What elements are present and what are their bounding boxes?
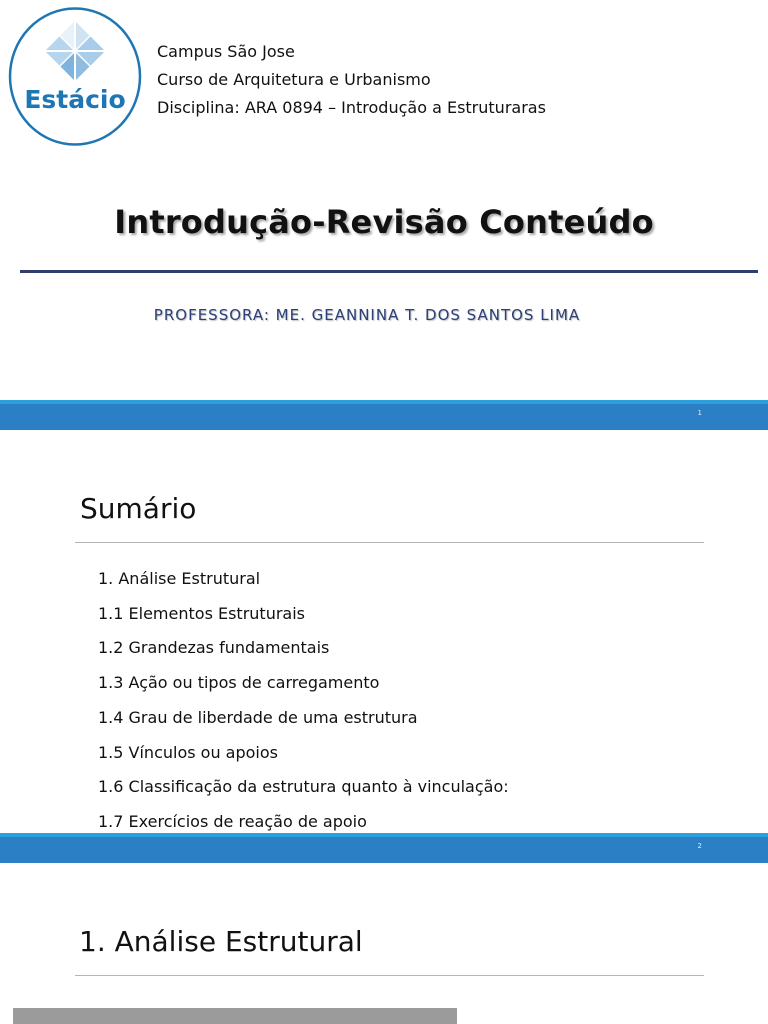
professor-name: PROFESSORA: ME. GEANNINA T. DOS SANTOS LIMA (153, 306, 581, 324)
title-divider (20, 270, 758, 273)
summary-title: Sumário (80, 492, 197, 525)
image-placeholder (13, 1008, 457, 1024)
page-number: 2 (697, 842, 702, 850)
section-divider (75, 975, 704, 976)
summary-divider (75, 542, 704, 543)
slide-footer-band-2 (0, 833, 768, 863)
list-item: 1.1 Elementos Estruturais (98, 603, 305, 623)
estacio-logo-graphic (8, 7, 142, 146)
list-item: 1.6 Classificação da estrutura quanto à vinculação: (98, 777, 509, 797)
discipline-line: Disciplina: ARA 0894 – Introdução a Estruturaras (157, 98, 546, 117)
section-title: 1. Análise Estrutural (79, 925, 363, 958)
logo-wordmark: Estácio (24, 85, 126, 114)
slide-title: Introdução-Revisão Conteúdo (114, 203, 654, 241)
course-line: Curso de Arquitetura e Urbanismo (157, 70, 431, 89)
list-item: 1. Análise Estrutural (98, 569, 261, 588)
course-header (157, 38, 546, 122)
list-item: 1.2 Grandezas fundamentais (98, 638, 330, 658)
list-item: 1.7 Exercícios de reação de apoio (98, 811, 367, 831)
list-item: 1.5 Vínculos ou apoios (98, 742, 278, 762)
campus-line: Campus São Jose (157, 42, 295, 61)
summary-list (98, 562, 509, 840)
slide-footer-band-1 (0, 400, 768, 430)
page-number: 1 (697, 409, 702, 417)
estacio-logo (8, 7, 142, 146)
list-item: 1.4 Grau de liberdade de uma estrutura (98, 707, 418, 727)
list-item: 1.3 Ação ou tipos de carregamento (98, 673, 380, 693)
